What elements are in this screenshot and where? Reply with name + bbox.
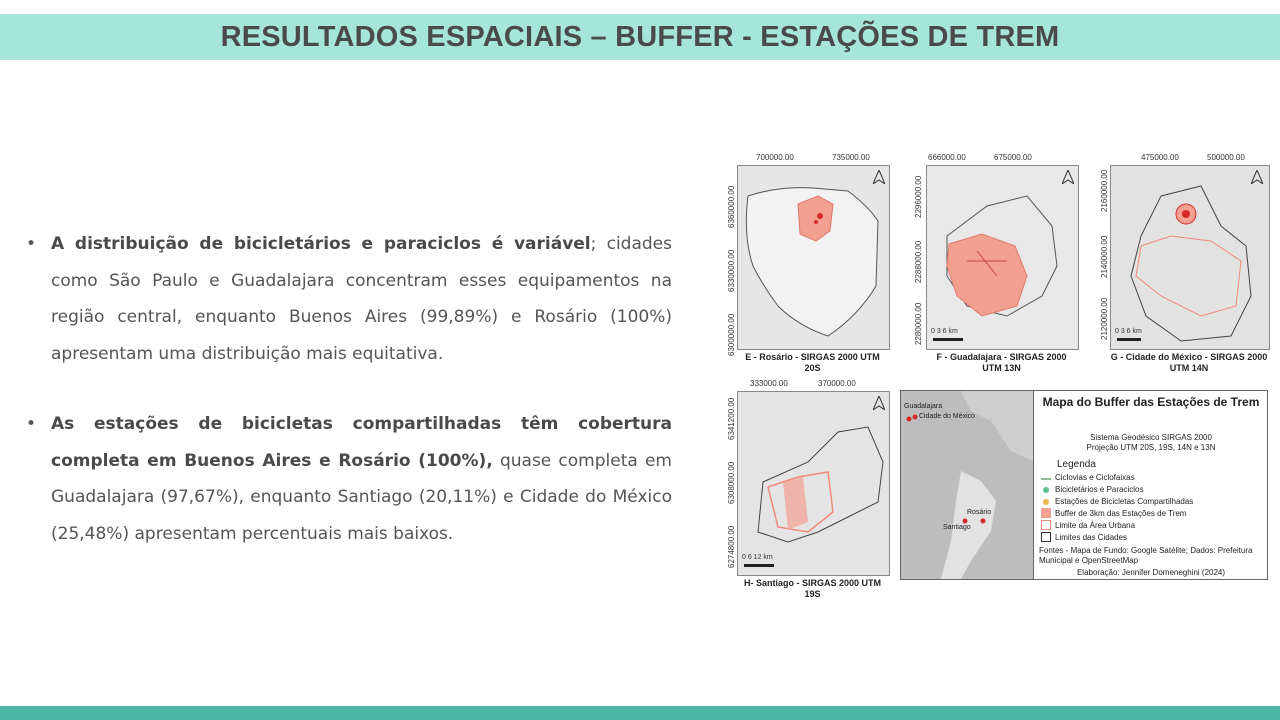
map-rosario-drawing [738,166,889,349]
north-arrow-icon [1062,170,1074,184]
map-caption: H- Santiago - SIRGAS 2000 UTM 19S [743,578,882,599]
bullet-bold: As estações de bicicletas compartilhadas têm cobertura completa em Buenos Aires e Rosário (100%), [51,414,672,471]
dot-symbol-icon [1042,486,1050,494]
map-rosario [737,165,890,350]
outline-symbol-icon [1041,520,1051,530]
map-y-coord: 2120000.00 [1100,297,1109,340]
north-arrow-icon [873,170,885,184]
legend-projection: Projeção UTM 20S, 19S, 14N e 13N [1086,443,1216,452]
legend-item: Buffer de 3km das Estações de Trem [1055,509,1187,518]
scale-bar-label: 0 3 6 km [931,328,958,335]
legend-box [900,390,1268,580]
map-x-coord: 675000.00 [994,153,1032,162]
map-caption: E - Rosário - SIRGAS 2000 UTM 20S [745,352,880,373]
footer-bar [0,706,1280,720]
legend-item: Bicicletários e Paraciclos [1055,485,1144,494]
bullet-item [26,226,672,372]
dot-symbol-icon [1042,498,1050,506]
minimap-label: Guadalajara [904,403,943,410]
map-santiago [737,391,890,576]
outline-symbol-icon [1041,532,1051,542]
map-guadalajara [926,165,1079,350]
scale-bar-label: 0 3 6 km [1115,328,1142,335]
line-symbol-icon [1041,475,1051,483]
slide-title: RESULTADOS ESPACIAIS – BUFFER - ESTAÇÕES DE TREM [220,21,1060,53]
bullet-bold: A distribuição de bicicletários e paraciclos é variável [51,234,591,254]
minimap-label: Santiago [943,524,971,531]
map-y-coord: 6341200.00 [727,397,736,440]
bullet-text: ; cidades como São Paulo e Guadalajara concentram esses equipamentos na região central, enquanto Buenos Aires (99,89%) e Rosário (100%) apresentam uma distribuição mais equitativa. [51,234,672,364]
map-y-coord: 2280000.00 [914,302,923,345]
minimap-label: Rosário [967,509,992,516]
map-caption: F - Guadalajara - SIRGAS 2000 UTM 13N [936,352,1067,373]
map-y-coord: 2288000.00 [914,240,923,283]
map-x-coord: 666000.00 [928,153,966,162]
legend-item: Limites das Cidades [1055,533,1128,542]
overview-minimap [901,391,1034,579]
map-x-coord: 700000.00 [756,153,794,162]
map-guadalajara-drawing [927,166,1078,349]
map-y-coord: 6300000.00 [727,313,736,356]
map-x-coord: 735000.00 [832,153,870,162]
map-x-coord: 333000.00 [750,379,788,388]
map-y-coord: 6274800.00 [727,525,736,568]
map-x-coord: 500000.00 [1207,153,1245,162]
map-y-coord: 2296000.00 [914,175,923,218]
bullet-list [26,226,672,552]
map-mexico-drawing [1111,166,1269,349]
legend-item: Estações de Bicicletas Compartilhadas [1055,497,1194,506]
map-y-coord: 6308000.00 [727,461,736,504]
map-x-coord: 370000.00 [818,379,856,388]
minimap-label: Cidade do México [919,413,976,420]
legend-title: Mapa do Buffer das Estações de Trem [1042,395,1260,409]
map-y-coord: 6360000.00 [727,185,736,228]
north-arrow-icon [873,396,885,410]
legend-item: Ciclovias e Ciclofaixas [1055,473,1135,482]
scale-bar-label: 0 6 12 km [742,554,773,561]
map-mexico [1110,165,1270,350]
legend-item: Limite da Área Urbana [1055,521,1136,530]
legend-heading: Legenda [1057,459,1096,470]
map-y-coord: 2160000.00 [1100,169,1109,212]
map-y-coord: 2140000.00 [1100,235,1109,278]
bullet-item [26,406,672,552]
map-y-coord: 6330000.00 [727,249,736,292]
map-x-coord: 475000.00 [1141,153,1179,162]
legend-crs: Sistema Geodésico SIRGAS 2000 [1090,433,1212,442]
map-caption: G - Cidade do México - SIRGAS 2000 UTM 14N [1110,352,1268,373]
bullet-text: quase completa em Guadalajara (97,67%), enquanto Santiago (20,11%) e Cidade do México (25,48%) apresentam percentuais mais baixos. [51,450,672,544]
legend-sources: Fontes - Mapa de Fundo: Google Satélite; Dados: Prefeitura Municipal e OpenStreetMap [1039,546,1253,565]
legend-author: Elaboração: Jennifer Domeneghini (2024) [1076,568,1226,577]
map-santiago-drawing [738,392,889,575]
fill-symbol-icon [1041,508,1051,518]
north-arrow-icon [1251,170,1263,184]
